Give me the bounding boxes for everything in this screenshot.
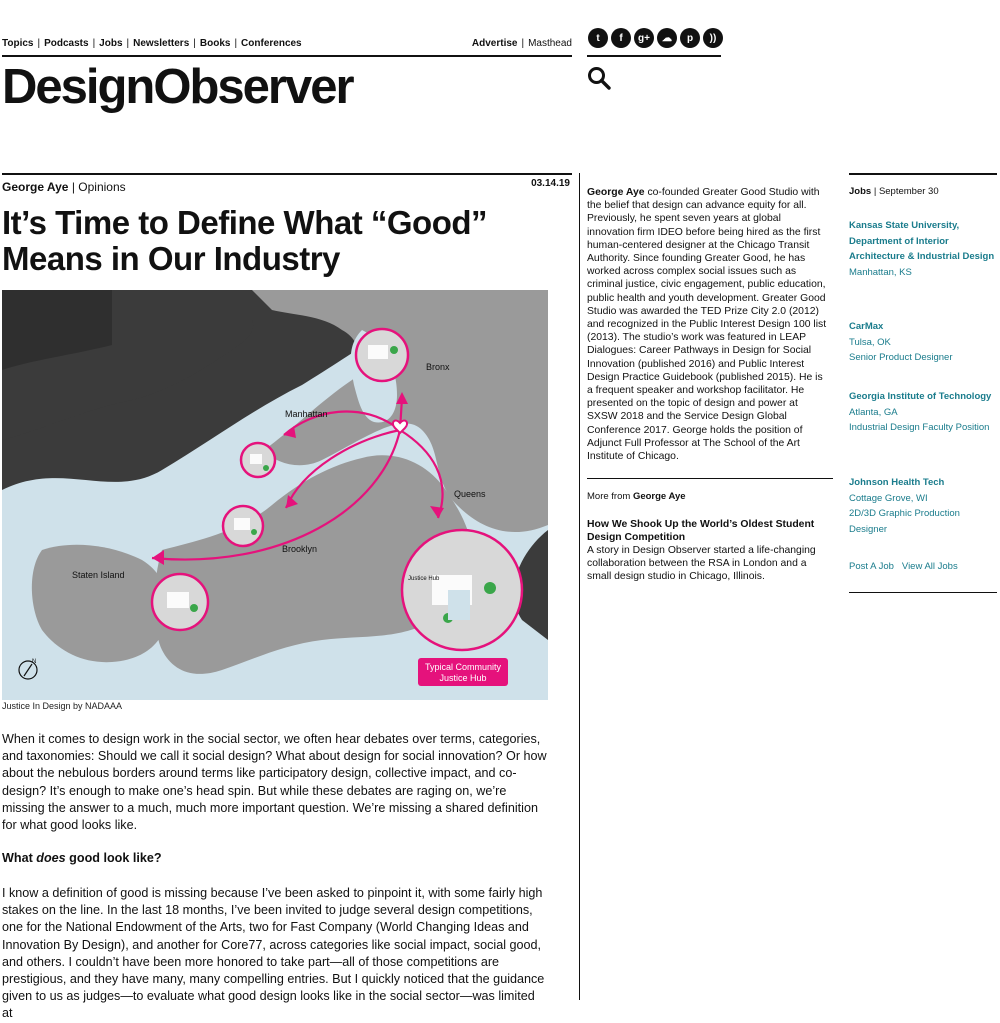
jobs-rule [849, 173, 997, 175]
map-label-hub-small: Justice Hub [408, 576, 440, 582]
author-bio [587, 186, 831, 463]
top-nav [2, 36, 572, 50]
nav-masthead[interactable]: Masthead [528, 37, 572, 49]
site-logo[interactable]: DesignObserver [2, 60, 353, 114]
nav-separator: | [234, 37, 238, 49]
more-from [587, 491, 686, 502]
primary-nav [2, 38, 302, 49]
nav-separator: | [92, 37, 96, 49]
header-rule-right [587, 55, 721, 57]
secondary-nav [472, 38, 572, 49]
article-image-map [2, 290, 548, 700]
job-location: Tulsa, OK [849, 336, 891, 348]
subheading-emphasis: does [36, 851, 66, 865]
search-icon[interactable] [587, 66, 611, 90]
view-all-jobs-link[interactable]: View All Jobs [901, 561, 958, 572]
subheading-part: good look like? [65, 851, 162, 865]
map-label-bronx: Bronx [426, 362, 450, 372]
bio-text: co-founded Greater Good Studio with the belief that design can advance equity for all. Previously, he spent seven years at global innovation firm IDEO before being hired as the first human-centered designer at the Chicago Transit Authority. Since founding Greater Good, he has worked across complex social issues such as criminal justice, civic engagement, public education, public health and youth development. Greater Good Studio was awarded the TED Prize City 2.0 (2012) and recognized in the Public Interest Design 100 list (2013). The studio’s work was featured in LEAP Dialogues: Career Pathways in Design for Social Innovation (published 2016) and Public Interest Design Practice Guidebook (published 2015). He is a frequent speaker and workshop facilitator. He presented on the topic of design and power at SXSW 2018 and the Service Design Global Conference 2017. George holds the position of Adjunct Full Professor at The School of the Art Institute of Chicago. [587, 187, 827, 463]
map-hub-label-line1: Typical Community [424, 662, 502, 672]
jobs-bottom-rule [849, 592, 997, 593]
facebook-icon[interactable]: f [611, 28, 631, 48]
nav-jobs[interactable]: Jobs [99, 37, 123, 49]
jobs-links [849, 561, 958, 572]
column-divider [579, 173, 580, 1000]
pinterest-icon[interactable]: p [680, 28, 700, 48]
jobs-label[interactable]: Jobs [849, 186, 872, 197]
job-location: Manhattan, KS [849, 266, 912, 278]
job-position[interactable]: Industrial Design Faculty Position [849, 422, 990, 433]
map-label-queens: Queens [454, 489, 486, 499]
meta-separator: | [71, 180, 79, 194]
job-listing[interactable] [849, 218, 997, 280]
jobs-separator: | [871, 186, 879, 197]
twitter-icon[interactable]: t [588, 28, 608, 48]
more-from-label: More from [587, 491, 633, 502]
nav-separator: | [193, 37, 196, 49]
map-label-manhattan: Manhattan [285, 409, 328, 419]
nav-advertise[interactable]: Advertise [471, 37, 518, 49]
nav-topics[interactable]: Topics [2, 37, 34, 49]
jobs-header [849, 186, 939, 197]
nav-separator: | [521, 37, 525, 49]
article-rule [2, 173, 572, 175]
more-from-author[interactable]: George Aye [632, 491, 686, 502]
job-listing[interactable] [849, 389, 997, 436]
job-position[interactable]: 2D/3D Graphic Production Designer [849, 508, 960, 535]
job-location: Cottage Grove, WI [849, 492, 928, 504]
job-listing[interactable] [849, 475, 997, 537]
article-paragraph: I know a definition of good is missing because I’ve been asked to pinpoint it, with some fairly high stakes on the line. In the last 18 months, I’ve been invited to judge several design competitions, one for the National Endowment of the Arts, two for Fast Company (World Changing Ideas and Innovation By Design), and another for Core77, across categories like social impact, social good, and others. I couldn’t have been more honored to take part—all of those competitions are prestigious, and they have many, many compelling entries. But I quickly noticed that the guidance given to us as judges—to evaluate what good design looks like in the social sector—was limited at [2, 886, 545, 1021]
nav-separator: | [126, 37, 130, 49]
article-paragraph: When it comes to design work in the social sector, we often hear debates over terms, categories, and taxonomies: Should we call it social design? What about design for social innovation? Or how about the nebulous borders around terms like participatory design, collective impact, and co-design? It’s enough to make one’s head spin. But while these debates are raging on, we’re missing the answer to a much, much more important question. We’re missing a shared definition for what good looks like. [2, 732, 547, 833]
related-story-title[interactable]: How We Shook Up the World’s Oldest Student Design Competition [587, 519, 815, 543]
image-caption: Justice In Design by NADAAA [2, 701, 123, 711]
article-meta [2, 180, 126, 194]
bio-author-name[interactable]: George Aye [587, 187, 645, 198]
google-plus-icon[interactable]: g+ [634, 28, 654, 48]
nav-separator: | [37, 37, 41, 49]
job-company[interactable]: Johnson Health Tech [849, 477, 945, 488]
nav-books[interactable]: Books [199, 37, 231, 49]
nav-newsletters[interactable]: Newsletters [133, 37, 190, 49]
post-job-link[interactable]: Post A Job [849, 561, 894, 572]
article-date: 03.14.19 [531, 178, 570, 189]
bio-rule [587, 478, 833, 479]
map-label-brooklyn: Brooklyn [282, 544, 318, 554]
nav-podcasts[interactable]: Podcasts [44, 37, 89, 49]
nav-conferences[interactable]: Conferences [241, 37, 302, 49]
map-north-label: N [32, 659, 37, 665]
job-position[interactable]: Senior Product Designer [849, 352, 953, 363]
soundcloud-icon[interactable]: ☁ [657, 28, 677, 48]
job-location: Atlanta, GA [849, 406, 898, 418]
article-title: It’s Time to Define What “Good” Means in Our Industry [2, 204, 488, 277]
map-hub-label-line2: Justice Hub [439, 673, 487, 683]
job-company[interactable]: CarMax [849, 321, 884, 332]
article-author[interactable]: George Aye [2, 180, 69, 194]
article-subheading [2, 851, 162, 865]
job-company[interactable]: Georgia Institute of Technology [849, 391, 992, 402]
subheading-part: What [2, 851, 37, 865]
related-story-description: A story in Design Observer started a life-changing collaboration between the RSA in London and a small design studio in Chicago, Illinois. [587, 545, 816, 583]
social-icons [588, 28, 723, 48]
jobs-date: September 30 [878, 186, 939, 197]
rss-icon[interactable]: )) [703, 28, 723, 48]
article-section[interactable]: Opinions [78, 180, 126, 194]
map-label-staten-island: Staten Island [72, 570, 125, 580]
job-company[interactable]: Kansas State University, Department of Interior Architecture & Industrial Design [849, 220, 995, 262]
job-listing[interactable] [849, 319, 997, 366]
